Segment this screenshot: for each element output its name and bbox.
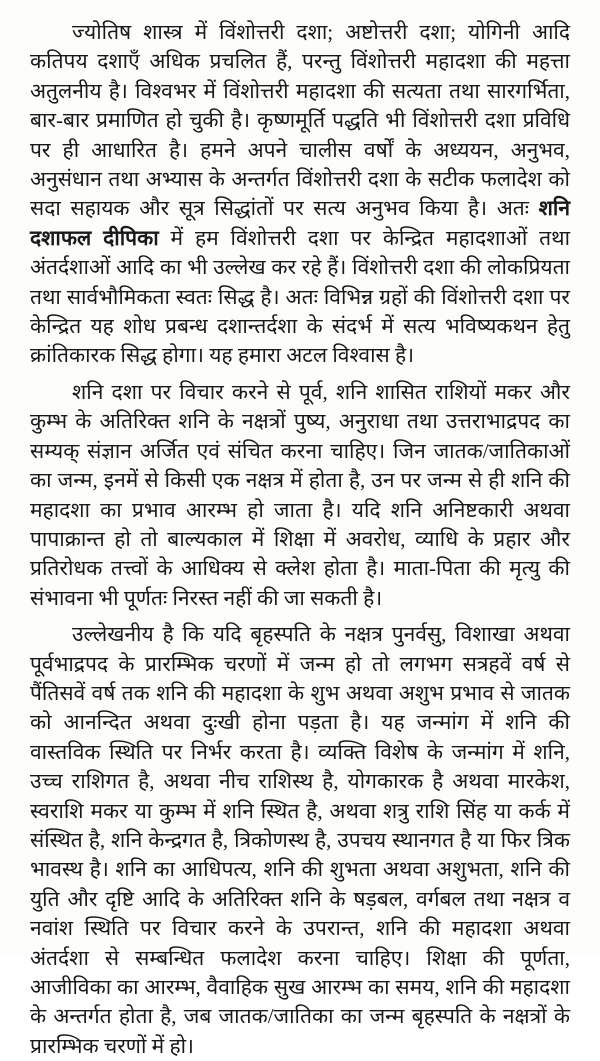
paragraph-1-text-before-title: ज्योतिष शास्त्र में विंशोत्तरी दशा; अष्टोत्तरी दशा; योगिनी आदि कतिपय दशाएँ अधिक प्रचलित हैं, परन्तु विंशोत्तरी महादशा की महत्ता अतुलनीय है। विश्वभर में विंशोत्तरी महादशा की सत्यता तथा सारगर्भिता, बार-बार प्रमाणित हो चुकी है। कृष्णमूर्ति पद्धति भी विंशोत्तरी दशा प्रविधि पर ही आधारित है। हमने अपने चालीस वर्षों के अध्ययन, अनुभव, अनुसंधान तथा अभ्यास के अन्तर्गत विंशोत्तरी दशा के सटीक फलादेश को सदा सहायक और सूत्र सिद्धांतों पर सत्य अनुभव किया है। अतः — [30, 20, 570, 221]
book-title-emphasis: शनि दशाफल दीपिका — [30, 196, 570, 250]
paragraph-3 — [30, 620, 570, 1061]
paragraph-3-text: उल्लेखनीय है कि यदि बृहस्पति के नक्षत्र पुनर्वसु, विशाखा अथवा पूर्वभाद्रपद के प्रारम्भिक चरणों में जन्म हो तो लगभग सत्रहवें वर्ष से पैंतिसवें वर्ष तक शनि की महादशा के शुभ अथवा अशुभ प्रभाव से जातक को आनन्दित अथवा दुःखी होना पड़ता है। यह जन्मांग में शनि की वास्तविक स्थिति पर निर्भर करता है। व्यक्ति विशेष के जन्मांग में शनि, उच्च राशिगत है, अथवा नीच राशिस्थ है, योगकारक है अथवा मारकेश, स्वराशि मकर या कुम्भ में शनि स्थित है, अथवा शत्रु राशि सिंह या कर्क में संस्थित है, शनि केन्द्रगत है, त्रिकोणस्थ है, उपचय स्थानगत है या फिर त्रिक भावस्थ है। शनि का आधिपत्य, शनि की शुभता अथवा अशुभता, शनि की युति और दृष्टि आदि के अतिरिक्त शनि के षड़बल, वर्गबल तथा नक्षत्र व नवांश स्थिति पर विचार करने के उपरान्त, शनि की महादशा अथवा अंतर्दशा से सम्बन्धित फलादेश करना चाहिए। शिक्षा की पूर्णता, आजीविका का आरम्भ, वैवाहिक सुख आरम्भ का समय, शनि की महादशा के अन्तर्गत होता है, जब जातक/जातिका का जन्म बृहस्पति के नक्षत्रों के प्रारम्भिक चरणों में हो। — [30, 622, 570, 1058]
paragraph-1 — [30, 18, 570, 371]
paragraph-1-text-after-title: में हम विंशोत्तरी दशा पर केन्द्रित महादशाओं तथा अंतर्दशाओं आदि का भी उल्लेख कर रहे हैं। विंशोत्तरी दशा की लोकप्रियता तथा सार्वभौमिकता स्वतः सिद्ध है। अतः विभिन्न ग्रहों की विंशोत्तरी दशा पर केन्द्रित यह शोध प्रबन्ध दशान्तर्दशा के संदर्भ में सत्य भविष्यकथन हेतु क्रांतिकारक सिद्ध होगा। यह हमारा अटल विश्वास है। — [30, 225, 571, 368]
paragraph-2-text: शनि दशा पर विचार करने से पूर्व, शनि शासित राशियों मकर और कुम्भ के अतिरिक्त शनि के नक्षत्रों पुष्य, अनुराधा तथा उत्तराभाद्रपद का सम्यक् संज्ञान अर्जित एवं संचित करना चाहिए। जिन जातक/जातिकाओं का जन्म, इनमें से किसी एक नक्षत्र में होता है, उन पर जन्म से ही शनि की महादशा का प्रभाव आरम्भ हो जाता है। यदि शनि अनिष्टकारी अथवा पापाक्रान्त हो तो बाल्यकाल में शिक्षा में अवरोध, व्याधि के प्रहार और प्रतिरोधक तत्त्वों के आधिक्य से क्लेश होता है। माता-पिता की मृत्यु की संभावना भी पूर्णतः निरस्त नहीं की जा सकती है। — [30, 379, 570, 610]
paragraph-2 — [30, 378, 570, 613]
